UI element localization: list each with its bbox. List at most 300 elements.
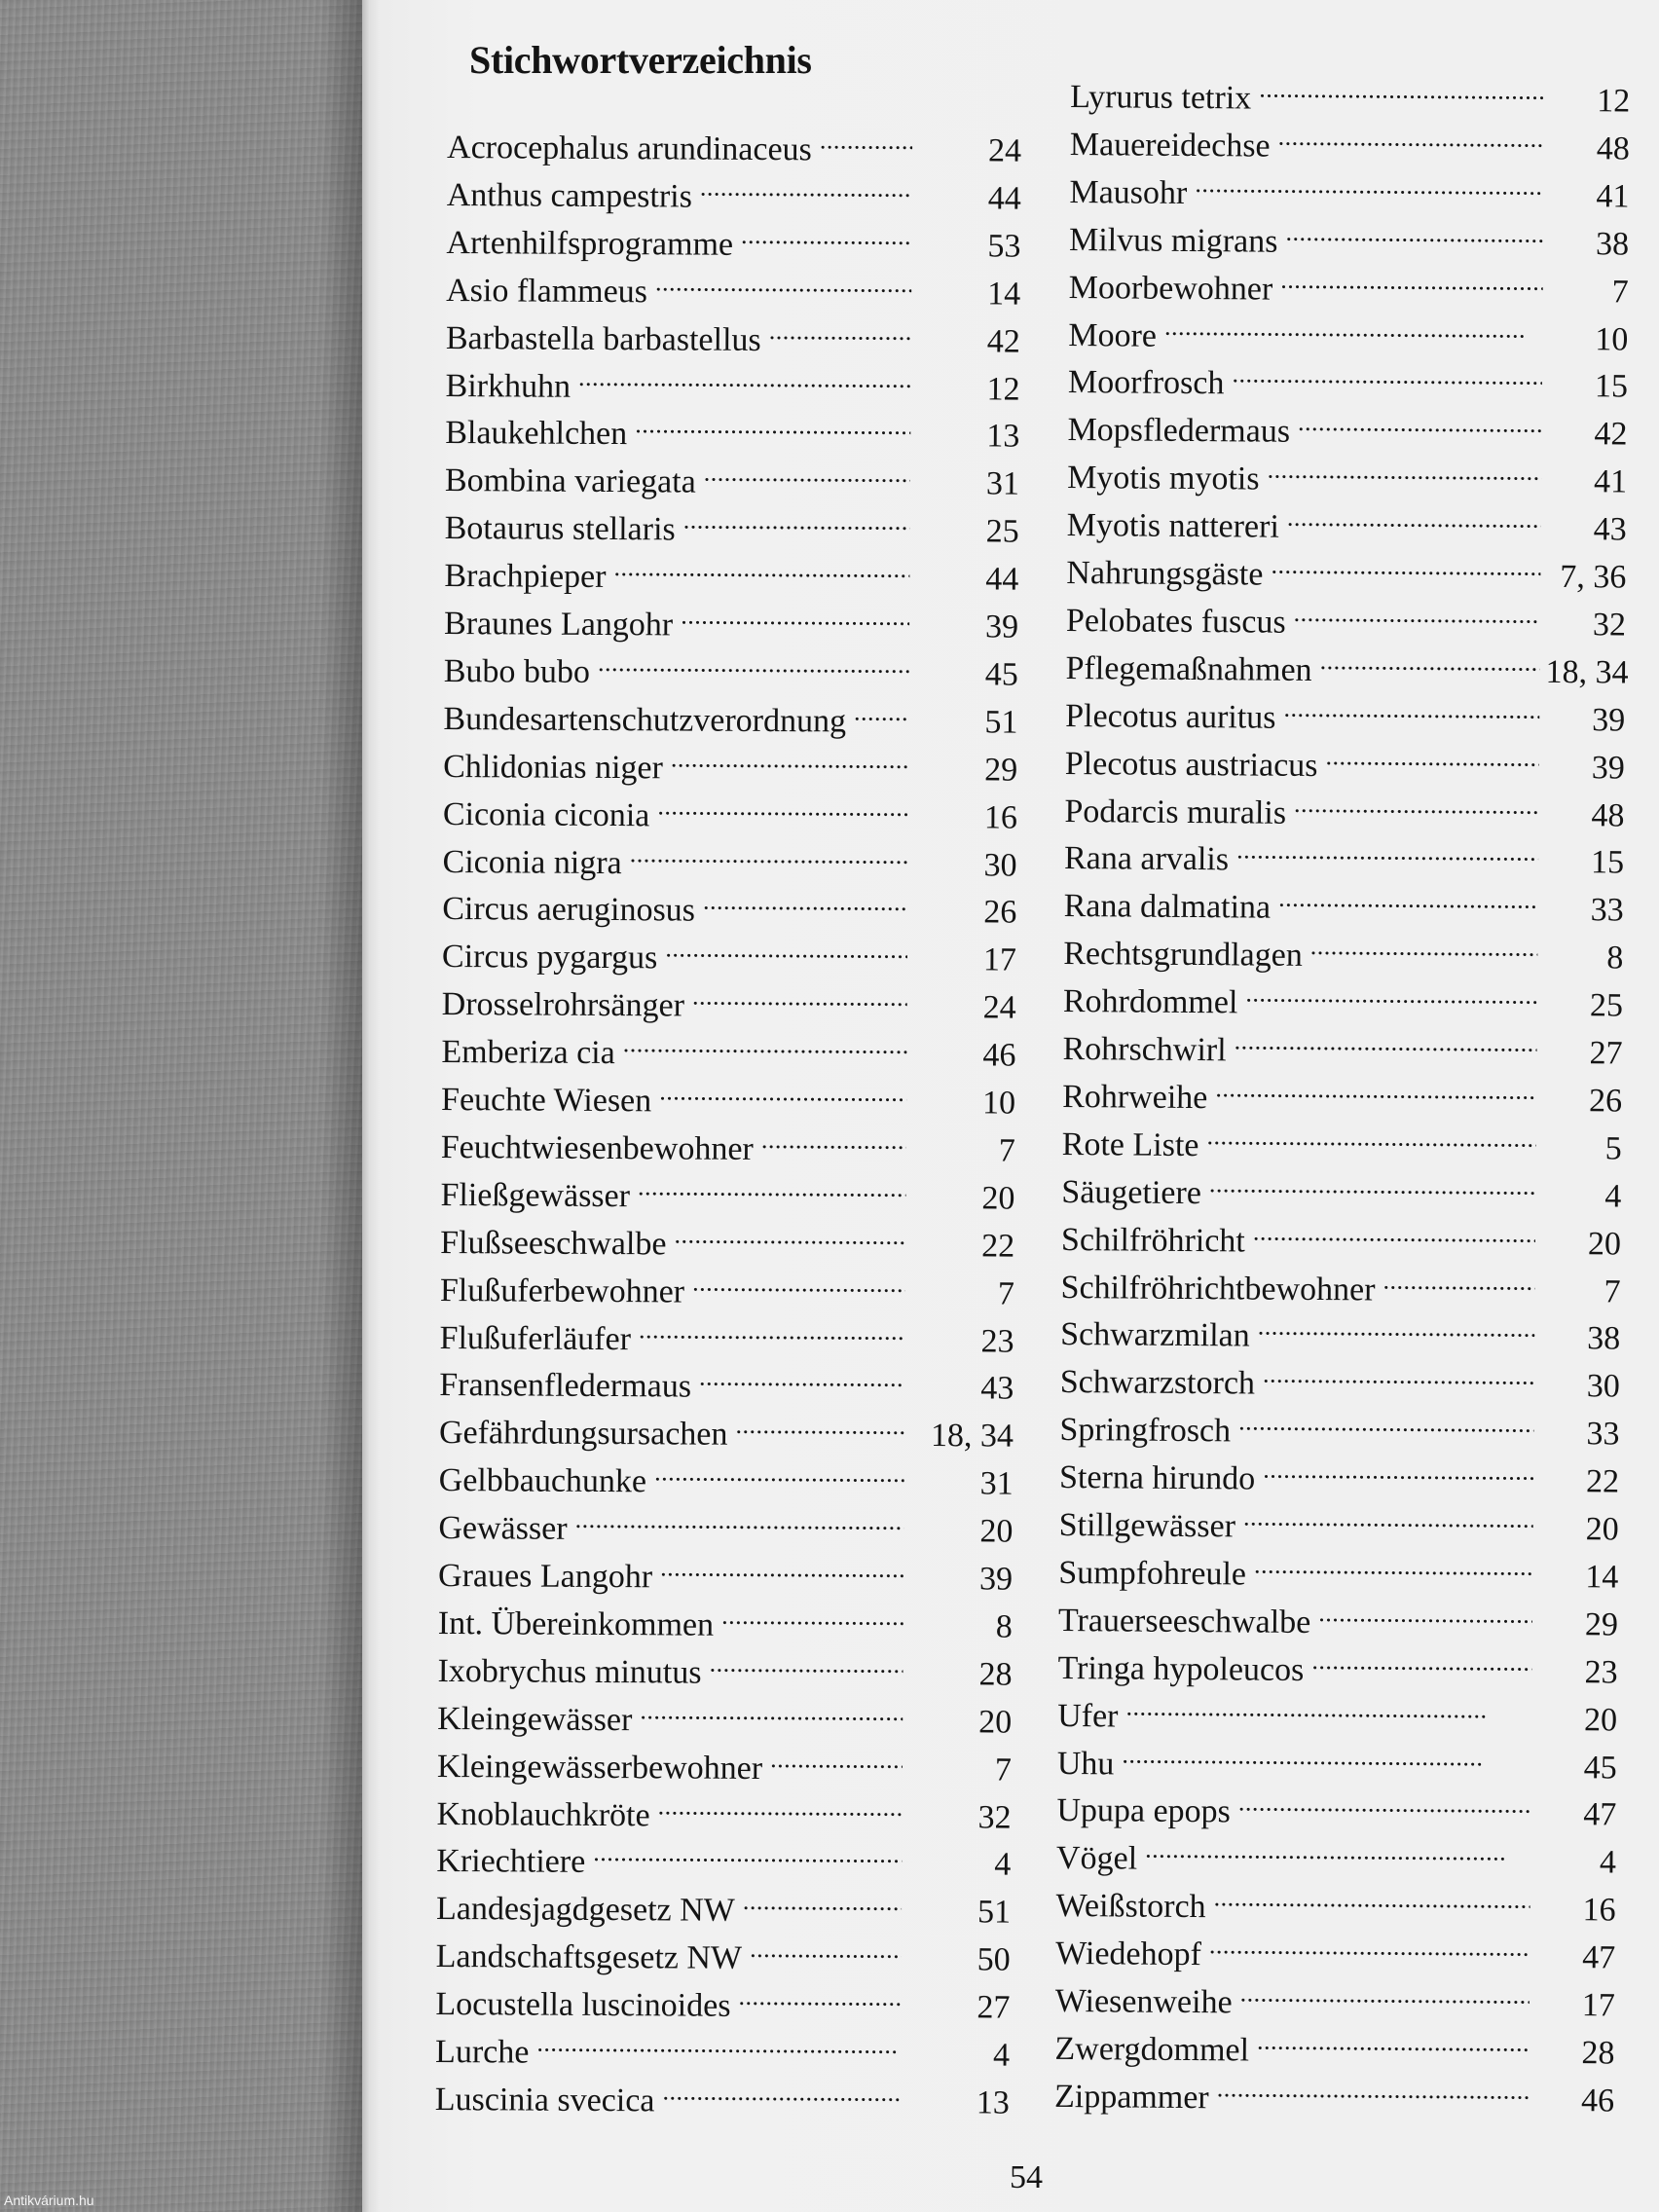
index-page-ref: 30: [1586, 1368, 1620, 1405]
index-page-ref: 8: [1606, 940, 1624, 977]
index-term: Luscinia svecica: [434, 2081, 655, 2120]
index-term: Gefährdungsursachen: [438, 1415, 728, 1454]
dot-leader: [1278, 118, 1545, 159]
page-edge: [362, 0, 370, 2212]
index-entry: [1058, 1449, 1620, 1500]
index-term: Ufer: [1057, 1697, 1119, 1735]
index-page-ref: 12: [986, 370, 1020, 408]
index-term: Rana dalmatina: [1063, 888, 1272, 926]
index-page-ref: 25: [1589, 987, 1624, 1024]
index-entry: [1055, 1829, 1617, 1881]
index-entry: [443, 643, 1018, 693]
index-page-ref: 16: [1582, 1892, 1616, 1929]
dot-leader: [743, 1882, 902, 1922]
dot-leader: [1298, 403, 1542, 444]
dot-leader: [658, 1787, 903, 1827]
index-entry: [439, 1262, 1015, 1312]
index-term: Podarcis muralis: [1064, 793, 1287, 831]
dot-leader: [738, 1977, 901, 2017]
index-page-ref: 47: [1583, 1796, 1617, 1833]
dot-leader: [1271, 546, 1540, 587]
index-term: Bundesartenschutzverordnung: [443, 700, 847, 740]
index-page-ref: 28: [1581, 2035, 1615, 2072]
index-term: Moore: [1068, 316, 1158, 354]
index-page-ref: 7: [1604, 1272, 1621, 1309]
dot-leader: [1280, 260, 1543, 301]
index-term: Fransenfledermaus: [439, 1367, 692, 1405]
dot-leader: [709, 1643, 903, 1683]
dot-leader: [692, 1263, 905, 1303]
index-entry: [1055, 1877, 1616, 1929]
dot-leader: [613, 548, 909, 589]
dot-leader: [1217, 2069, 1530, 2111]
index-entry: [442, 832, 1017, 884]
index-entry: [437, 1595, 1013, 1645]
dot-leader: [1294, 594, 1541, 635]
index-entry: [436, 1785, 1012, 1836]
index-page-ref: 44: [987, 180, 1021, 217]
index-term: Ixobrychus minutus: [437, 1652, 702, 1691]
index-page-ref: 13: [976, 2084, 1010, 2121]
dot-leader: [1320, 642, 1540, 682]
index-term: Myotis myotis: [1067, 460, 1260, 498]
dot-leader: [1145, 1830, 1530, 1872]
dot-leader: [1294, 784, 1539, 825]
dot-leader: [1209, 1164, 1536, 1206]
index-term: Knoblauchkröte: [436, 1795, 650, 1833]
index-page-ref: 14: [987, 276, 1021, 313]
index-entry: [1063, 925, 1624, 977]
index-entry: [446, 214, 1021, 265]
index-page-ref: 42: [1594, 416, 1628, 453]
index-entry: [1057, 1640, 1618, 1691]
index-entry: [1067, 401, 1628, 453]
dot-leader: [657, 787, 908, 828]
index-entry: [1059, 1353, 1620, 1405]
index-term: Birkhuhn: [445, 367, 571, 405]
index-entry: [1068, 211, 1630, 263]
index-entry: [1068, 306, 1629, 358]
index-term: Asio flammeus: [446, 272, 648, 310]
index-entry: [1058, 1496, 1619, 1548]
index-entry: [1062, 1068, 1623, 1120]
index-page-ref: 20: [1583, 1701, 1618, 1739]
index-page-ref: 29: [984, 752, 1018, 789]
index-entry: [446, 262, 1021, 313]
dot-leader: [769, 312, 911, 351]
index-entry: [445, 404, 1020, 455]
dot-leader: [1310, 927, 1538, 968]
index-page-ref: 50: [977, 1941, 1011, 1978]
index-page-ref: 27: [1589, 1035, 1623, 1072]
dot-leader: [1283, 688, 1539, 729]
dot-leader: [1285, 212, 1543, 253]
index-page-ref: 38: [1595, 225, 1630, 263]
index-term: Blaukehlchen: [445, 415, 628, 453]
index-entry: [441, 1023, 1016, 1074]
index-page-ref: 18, 34: [930, 1418, 1014, 1455]
index-page-ref: 44: [985, 561, 1019, 598]
dot-leader: [639, 1310, 905, 1351]
index-entry: [1057, 1592, 1619, 1643]
index-term: Circus aeruginosus: [442, 891, 696, 929]
dot-leader: [1267, 451, 1541, 492]
dot-leader: [741, 216, 912, 256]
index-term: Botaurus stellaris: [444, 510, 676, 548]
dot-leader: [593, 1833, 902, 1874]
index-entry: [434, 2071, 1010, 2121]
dot-leader: [704, 454, 910, 494]
index-entry: [437, 1642, 1013, 1693]
index-page-ref: 20: [1585, 1511, 1619, 1548]
index-page-ref: 5: [1604, 1130, 1622, 1167]
index-entry: [1069, 116, 1630, 167]
index-entry: [437, 1690, 1013, 1741]
index-page-ref: 12: [1597, 83, 1631, 120]
index-page-ref: 10: [981, 1085, 1016, 1122]
index-entry: [436, 1832, 1012, 1883]
index-term: Artenhilfsprogramme: [446, 224, 734, 263]
index-entry: [440, 1119, 1015, 1169]
dot-leader: [700, 167, 912, 207]
dot-leader: [1232, 355, 1542, 397]
index-entry: [443, 690, 1018, 741]
index-term: Rohrweihe: [1062, 1078, 1208, 1117]
index-page-ref: 32: [977, 1798, 1012, 1836]
index-page-ref: 7: [998, 1132, 1015, 1169]
index-entry: [1061, 1116, 1622, 1167]
index-page-ref: 20: [1587, 1225, 1622, 1263]
index-entry: [1056, 1734, 1617, 1786]
index-page-ref: 42: [986, 322, 1020, 360]
index-entry: [440, 1071, 1016, 1122]
index-page-ref: 30: [983, 846, 1017, 884]
dot-leader: [761, 1121, 906, 1161]
index-term: Gewässer: [438, 1510, 568, 1547]
index-term: Ciconia ciconia: [442, 795, 650, 833]
dot-leader: [1382, 1261, 1534, 1301]
dot-leader: [598, 644, 909, 684]
index-entry: [441, 976, 1016, 1026]
index-page-ref: 33: [1590, 892, 1624, 929]
index-page-ref: 48: [1591, 796, 1625, 833]
index-term: Anthus campestris: [446, 176, 693, 215]
index-page-ref: 4: [994, 1846, 1012, 1883]
index-term: Stillgewässer: [1058, 1506, 1236, 1545]
index-term: Acrocephalus arundinaceus: [446, 129, 812, 168]
index-term: Ciconia nigra: [442, 843, 622, 881]
dot-leader: [683, 501, 910, 541]
index-entry: [1070, 68, 1631, 120]
dot-leader: [1214, 1878, 1530, 1920]
index-page: [362, 0, 1659, 2212]
index-term: Weißstorch: [1055, 1888, 1206, 1926]
dot-leader: [1164, 307, 1543, 349]
index-entry: [1067, 353, 1629, 405]
index-term: Rechtsgrundlagen: [1063, 936, 1303, 975]
index-term: Lurche: [435, 2033, 530, 2071]
index-page-ref: 53: [987, 228, 1021, 265]
dot-leader: [623, 1024, 907, 1065]
index-page-ref: 43: [1593, 511, 1627, 548]
index-page-ref: 7, 36: [1560, 558, 1627, 596]
index-entry: [1061, 1163, 1622, 1215]
index-page-ref: 7: [997, 1275, 1015, 1312]
index-page-ref: 46: [1580, 2082, 1615, 2120]
dot-leader: [1236, 831, 1538, 872]
index-term: Fließgewässer: [440, 1176, 631, 1214]
dot-leader: [1287, 498, 1541, 539]
dot-leader: [640, 1691, 903, 1732]
index-term: Barbastella barbastellus: [445, 319, 761, 358]
index-page-ref: 51: [977, 1894, 1012, 1931]
index-term: Zippammer: [1053, 2078, 1209, 2116]
index-entry: [442, 880, 1017, 931]
index-term: Nahrungsgäste: [1066, 554, 1264, 593]
index-page-ref: 43: [980, 1370, 1014, 1407]
index-page-ref: 47: [1582, 1939, 1616, 1976]
index-entry: [436, 1738, 1013, 1788]
dot-leader: [1195, 165, 1543, 206]
watermark: Antikvárium.hu: [4, 2193, 94, 2208]
dot-leader: [662, 2072, 901, 2112]
index-entry: [438, 1452, 1014, 1502]
index-term: Landschaftsgesetz NW: [435, 1938, 743, 1977]
index-entry: [438, 1547, 1014, 1598]
index-entry: [1069, 164, 1630, 215]
index-term: Moorfrosch: [1067, 364, 1225, 402]
index-term: Drosselrohrsänger: [441, 986, 685, 1024]
index-page-ref: 45: [984, 656, 1018, 693]
index-entry: [444, 452, 1020, 502]
index-entry: [446, 119, 1022, 169]
index-term: Milvus migrans: [1068, 221, 1278, 260]
index-page-ref: 31: [979, 1465, 1014, 1502]
dot-leader: [654, 1454, 904, 1494]
dot-leader: [1254, 1545, 1533, 1586]
index-page-ref: 29: [1584, 1605, 1619, 1643]
index-entry: [1062, 973, 1624, 1024]
index-page-ref: 28: [978, 1656, 1013, 1693]
dot-leader: [1215, 1069, 1536, 1111]
index-term: Rote Liste: [1061, 1125, 1199, 1163]
index-term: Tringa hypoleucos: [1057, 1649, 1305, 1688]
index-entry: [443, 595, 1019, 645]
index-term: Schilfröhrichtbewohner: [1060, 1269, 1376, 1308]
dot-leader: [635, 406, 910, 447]
index-term: Mopsfledermaus: [1067, 412, 1291, 451]
dot-leader: [1122, 1735, 1531, 1777]
index-page-ref: 32: [1592, 607, 1627, 644]
index-entry: [1060, 1306, 1621, 1357]
dot-leader: [1258, 1308, 1535, 1348]
index-page-ref: 20: [979, 1513, 1014, 1550]
index-term: Braunes Langohr: [443, 605, 674, 644]
index-term: Chlidonias niger: [443, 748, 664, 787]
index-entry: [1066, 497, 1627, 548]
index-entry: [435, 1975, 1011, 2026]
index-page-ref: 39: [1591, 749, 1625, 787]
dot-leader: [1263, 1451, 1533, 1492]
index-entry: [1065, 640, 1629, 691]
index-term: Kleingewässer: [437, 1700, 633, 1738]
dot-leader: [655, 263, 911, 304]
index-entry: [435, 1880, 1012, 1931]
index-term: Kleingewässerbewohner: [436, 1748, 763, 1787]
index-page-ref: 39: [978, 1561, 1014, 1598]
index-term: Springfrosch: [1059, 1412, 1232, 1450]
index-page-ref: 31: [985, 465, 1020, 502]
index-entry: [1065, 592, 1627, 644]
dot-leader: [665, 930, 907, 971]
dot-leader: [703, 882, 908, 922]
index-term: Kriechtiere: [436, 1843, 586, 1881]
index-entry: [438, 1404, 1014, 1455]
index-term: Bubo bubo: [443, 652, 591, 690]
index-page-ref: 24: [987, 132, 1022, 169]
dot-leader: [735, 1406, 904, 1446]
dot-leader: [750, 1930, 902, 1970]
index-term: Flußseeschwalbe: [440, 1224, 667, 1263]
index-term: Mausohr: [1069, 173, 1188, 211]
index-entry: [1068, 259, 1629, 311]
index-term: Mauereidechse: [1069, 126, 1271, 165]
index-page-ref: 45: [1583, 1749, 1617, 1786]
index-entry: [445, 310, 1020, 360]
index-entry: [1065, 687, 1626, 739]
dot-leader: [1257, 2021, 1530, 2062]
index-page-ref: 27: [977, 1989, 1011, 2026]
dot-leader: [820, 121, 912, 161]
index-entry: [1064, 782, 1625, 833]
dot-leader: [681, 596, 909, 636]
index-page-ref: 24: [982, 989, 1016, 1026]
index-page-ref: 20: [981, 1180, 1015, 1217]
index-term: Säugetiere: [1061, 1173, 1202, 1211]
index-entry: [1063, 877, 1624, 929]
dot-leader: [1318, 1594, 1532, 1635]
index-term: Feuchte Wiesen: [440, 1081, 652, 1120]
index-term: Zwergdommel: [1054, 2030, 1250, 2069]
dot-leader: [660, 1548, 903, 1589]
index-page-ref: 23: [1584, 1653, 1618, 1691]
index-entry: [444, 499, 1019, 550]
index-page-ref: 17: [1581, 1987, 1615, 2024]
index-entry: [441, 928, 1017, 978]
dot-leader: [1278, 879, 1538, 920]
index-entry: [1055, 1925, 1616, 1976]
index-entry: [439, 1356, 1014, 1407]
index-entry: [1057, 1687, 1618, 1739]
index-heading: Stichwortverzeichnis: [469, 38, 812, 82]
index-term: Sterna hirundo: [1058, 1459, 1256, 1497]
index-term: Plecotus austriacus: [1064, 745, 1318, 784]
index-page-ref: 26: [1588, 1083, 1623, 1120]
index-term: Lyrurus tetrix: [1070, 78, 1252, 117]
index-page-ref: 39: [1592, 701, 1626, 739]
index-term: Locustella luscinoides: [435, 1986, 731, 2024]
index-term: Flußuferbewohner: [439, 1272, 685, 1310]
index-page-ref: 17: [982, 941, 1017, 978]
index-entry: [445, 356, 1020, 408]
index-entry: [443, 738, 1018, 789]
index-entry: [1062, 1020, 1623, 1072]
index-term: Circus pygargus: [441, 939, 658, 977]
dot-leader: [1259, 70, 1544, 111]
dot-leader: [674, 1215, 905, 1255]
index-term: Moorbewohner: [1068, 269, 1273, 308]
index-entry: [435, 2023, 1011, 2074]
index-entry: [438, 1499, 1014, 1550]
dot-leader: [1263, 1355, 1534, 1396]
index-column-right: [1053, 0, 1631, 2120]
index-page-ref: 39: [984, 608, 1019, 645]
dot-leader: [1238, 1784, 1531, 1825]
dot-leader: [721, 1597, 903, 1637]
index-page-ref: 4: [1604, 1178, 1622, 1215]
index-page-ref: 10: [1595, 320, 1629, 358]
index-term: Gelbbauchunke: [438, 1462, 647, 1500]
index-page-ref: 48: [1596, 130, 1630, 167]
index-term: Upupa epops: [1056, 1792, 1232, 1830]
index-term: Rohrschwirl: [1062, 1030, 1227, 1069]
index-term: Int. Übereinkommen: [437, 1604, 715, 1643]
index-entry: [1063, 830, 1625, 881]
index-page-ref: 7: [994, 1751, 1013, 1788]
index-term: Myotis nattereri: [1066, 507, 1280, 545]
index-page-ref: 22: [981, 1228, 1015, 1265]
index-entry: [1060, 1258, 1621, 1309]
dot-leader: [770, 1740, 903, 1780]
index-page-ref: 46: [982, 1037, 1016, 1074]
page-number: 54: [1010, 2159, 1043, 2195]
index-page-ref: 33: [1586, 1416, 1620, 1453]
index-term: Vögel: [1055, 1840, 1138, 1877]
index-term: Brachpieper: [444, 558, 607, 596]
index-page-ref: 13: [986, 418, 1020, 455]
index-page-ref: 23: [980, 1322, 1014, 1360]
index-page-ref: 8: [995, 1608, 1013, 1645]
index-term: Feuchtwiesenbewohner: [440, 1128, 754, 1167]
index-entry: [1066, 544, 1627, 596]
index-entry: [1054, 2020, 1615, 2072]
index-term: Uhu: [1056, 1745, 1115, 1782]
index-page-ref: 16: [983, 798, 1017, 836]
dot-leader: [1325, 737, 1539, 778]
index-entry: [1056, 1782, 1617, 1833]
index-term: Bombina variegata: [444, 462, 696, 500]
index-entry: [442, 786, 1017, 836]
index-page-ref: 20: [978, 1704, 1013, 1741]
index-page-ref: 41: [1593, 463, 1628, 500]
index-term: Graues Langohr: [438, 1557, 653, 1596]
index-term: Landesjagdgesetz NW: [435, 1891, 735, 1930]
index-entry: [1059, 1401, 1620, 1453]
dot-leader: [630, 834, 908, 875]
index-term: Pelobates fuscus: [1065, 602, 1286, 641]
index-term: Schilfröhricht: [1060, 1221, 1245, 1260]
index-term: Wiedehopf: [1055, 1936, 1202, 1973]
index-entry: [440, 1214, 1015, 1265]
index-entry: [439, 1309, 1014, 1360]
dot-leader: [671, 739, 909, 779]
index-page-ref: 15: [1590, 844, 1625, 881]
index-page-ref: 4: [993, 2037, 1011, 2074]
index-entry: [1058, 1544, 1619, 1596]
dot-leader: [638, 1167, 906, 1208]
dot-leader: [1240, 1973, 1530, 2014]
index-entry: [1067, 449, 1628, 500]
